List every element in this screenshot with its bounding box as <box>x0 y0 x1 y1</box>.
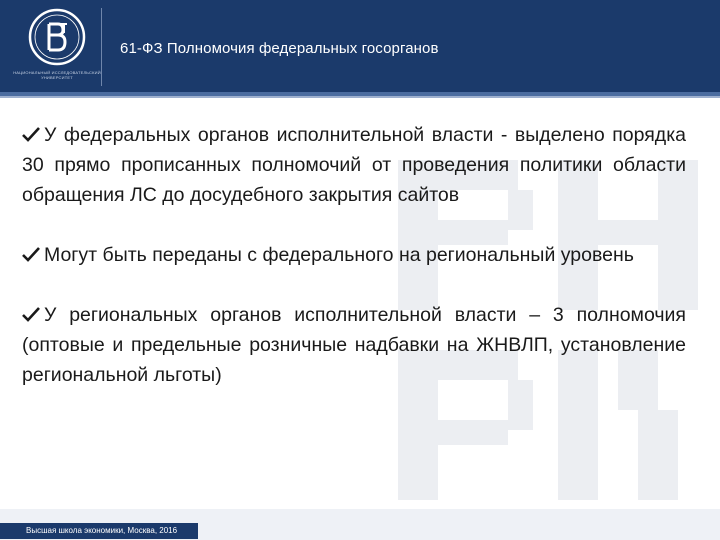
slide-content <box>22 120 686 420</box>
header-stripe-light <box>0 96 720 98</box>
bullet-text: У федеральных органов исполнительной власти - выделено порядка 30 прямо прописанных полномочий от проведения политики области обращения ЛС до досудебного закрытия сайтов <box>22 124 686 206</box>
checkmark-icon <box>22 246 40 262</box>
bullet-item <box>22 240 686 270</box>
logo-caption: НАЦИОНАЛЬНЫЙ ИССЛЕДОВАТЕЛЬСКИЙ УНИВЕРСИТЕТ <box>13 70 101 80</box>
bullet-text: Могут быть переданы с федерального на региональный уровень <box>44 244 634 266</box>
university-logo <box>12 8 102 88</box>
checkmark-icon <box>22 126 40 142</box>
bullet-item <box>22 300 686 390</box>
slide-header <box>0 0 720 92</box>
slide-title: 61-ФЗ Полномочия федеральных госорганов <box>120 40 439 57</box>
footer-text: Высшая школа экономики, Москва, 2016 <box>26 526 178 535</box>
header-divider <box>101 8 102 86</box>
hse-emblem-icon <box>28 8 86 66</box>
checkmark-icon <box>22 306 40 322</box>
bullet-item <box>22 120 686 210</box>
bullet-text: У региональных органов исполнительной власти – 3 полномочия (оптовые и предельные розничные надбавки на ЖНВЛП, установление региональной льготы) <box>22 304 686 386</box>
